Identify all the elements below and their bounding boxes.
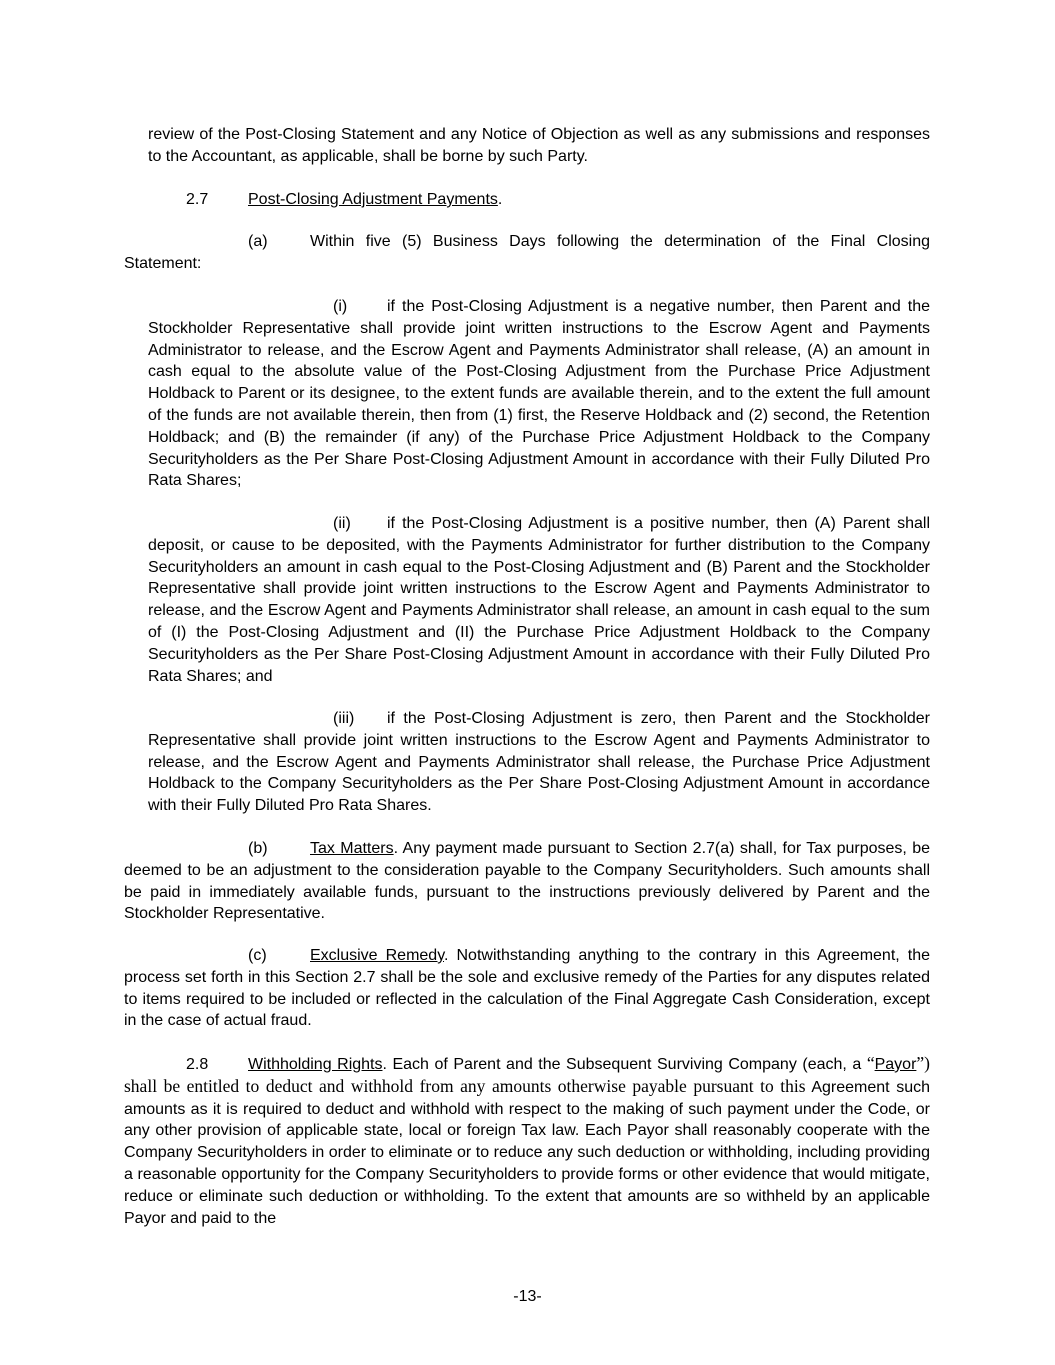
clause-text: if the Post-Closing Adjustment is a negative number, then Parent and the Stockholder Representative shall provide joint written instructions to the Escrow Agent and Payments Administrator to release, and the Escrow Agent and Payments Administrator shall release, (A) an amount in cash equal to the absolute value of the Post-Closing Adjustment from the Purchase Price Adjustment Holdback to Parent or its designee, to the extent funds are available therein, and to the extent the full amount of the funds are not available therein, then from (1) first, the Reserve Holdback and (2) second, the Retention Holdback; and (B) the remainder (if any) of the Purchase Price Adjustment Holdback to the Company Securityholders as the Per Share Post-Closing Adjustment Amount in accordance with their Fully Diluted Pro Rata Shares;: [148, 298, 930, 490]
subsection-label: (b): [248, 840, 268, 857]
section-2-8: 2.8 Withholding Rights. Each of Parent and the Subsequent Surviving Company (each, a “Payor”) shall be entitled to deduct and withhold from any amounts otherwise payable pursuant to this Agreement such amounts as it is required to deduct and withhold with respect to the making of such payment under the Code, or any other provision of applicable state, local or foreign Tax law. Each Payor shall reasonably cooperate with the Company Securityholders in order to eliminate or to reduce any such deduction or withholding, including providing a reasonable opportunity for the Company Securityholders to provide forms or other evidence that would mitigate, reduce or eliminate such deduction or withholding. To the extent that amounts are so withheld by an applicable Payor and paid to the: [124, 1053, 930, 1227]
section-2-7-heading: 2.7 Post-Closing Adjustment Payments.: [186, 189, 930, 211]
clause-ii: [148, 513, 930, 687]
defined-term-payor: Payor: [874, 1056, 917, 1073]
carryover-paragraph: [148, 124, 930, 168]
section-number: 2.7: [186, 191, 209, 208]
subsection-title: Exclusive Remedy: [310, 947, 445, 964]
section-number: 2.8: [186, 1056, 209, 1073]
clause-text: if the Post-Closing Adjustment is a positive number, then (A) Parent shall deposit, or cause to be deposited, with the Payments Administrator for further distribution to the Company Securityholders an amount in cash equal to the Post-Closing Adjustment and (B) Parent and the Stockholder Representative shall provide joint written instructions to the Escrow Agent and Payments Administrator to release, and the Escrow Agent and Payments Administrator shall release, an amount in cash equal to the sum of (I) the Post-Closing Adjustment and (II) the Purchase Price Adjustment Holdback to the Company Securityholders as the Per Share Post-Closing Adjustment Amount in accordance with their Fully Diluted Pro Rata Shares; and: [148, 515, 930, 685]
clause-label: (ii): [333, 515, 351, 532]
subsection-text: Within five (5) Business Days following the determination of the Final Closing Statement:: [124, 233, 930, 272]
clause-i: [148, 296, 930, 492]
carryover-text: review of the Post-Closing Statement and any Notice of Objection as well as any submissions and responses to the Accountant, as applicable, shall be borne by such Party.: [148, 126, 930, 165]
clause-text: if the Post-Closing Adjustment is zero, then Parent and the Stockholder Representative shall provide joint written instructions to the Escrow Agent and Payments Administrator to release, and the Escrow Agent and Payments Administrator shall release, the Purchase Price Adjustment Holdback to the Company Securityholders as the Per Share Post-Closing Adjustment Amount in accordance with their Fully Diluted Pro Rata Shares.: [148, 710, 930, 815]
clause-label: (iii): [333, 710, 355, 727]
subsection-label: (c): [248, 947, 267, 964]
subsection-text: . Notwithstanding anything to the contrary in this Agreement, the process set forth in this Section 2.7 shall be the sole and exclusive remedy of the Parties for any disputes related to items required to be included or reflected in the calculation of the Final Aggregate Cash Consideration, except in the case of actual fraud.: [124, 947, 930, 1030]
subsection-text: . Any payment made pursuant to Section 2.7(a) shall, for Tax purposes, be deemed to be an adjustment to the consideration payable to the Company Securityholders. Such amounts shall be paid in immediately available funds, pursuant to the instructions previously delivered by Parent and the Stockholder Representative.: [124, 840, 930, 923]
subsection-title: Tax Matters: [310, 840, 394, 857]
page-number: -13-: [513, 1288, 542, 1305]
subsection-a: [124, 231, 930, 275]
subsection-label: (a): [248, 233, 268, 250]
clause-label: (i): [333, 298, 348, 315]
subsection-b: [124, 838, 930, 925]
section-title: Post-Closing Adjustment Payments: [248, 191, 498, 208]
section-title: Withholding Rights: [248, 1056, 383, 1073]
subsection-c: [124, 945, 930, 1032]
clause-iii: [148, 708, 930, 817]
